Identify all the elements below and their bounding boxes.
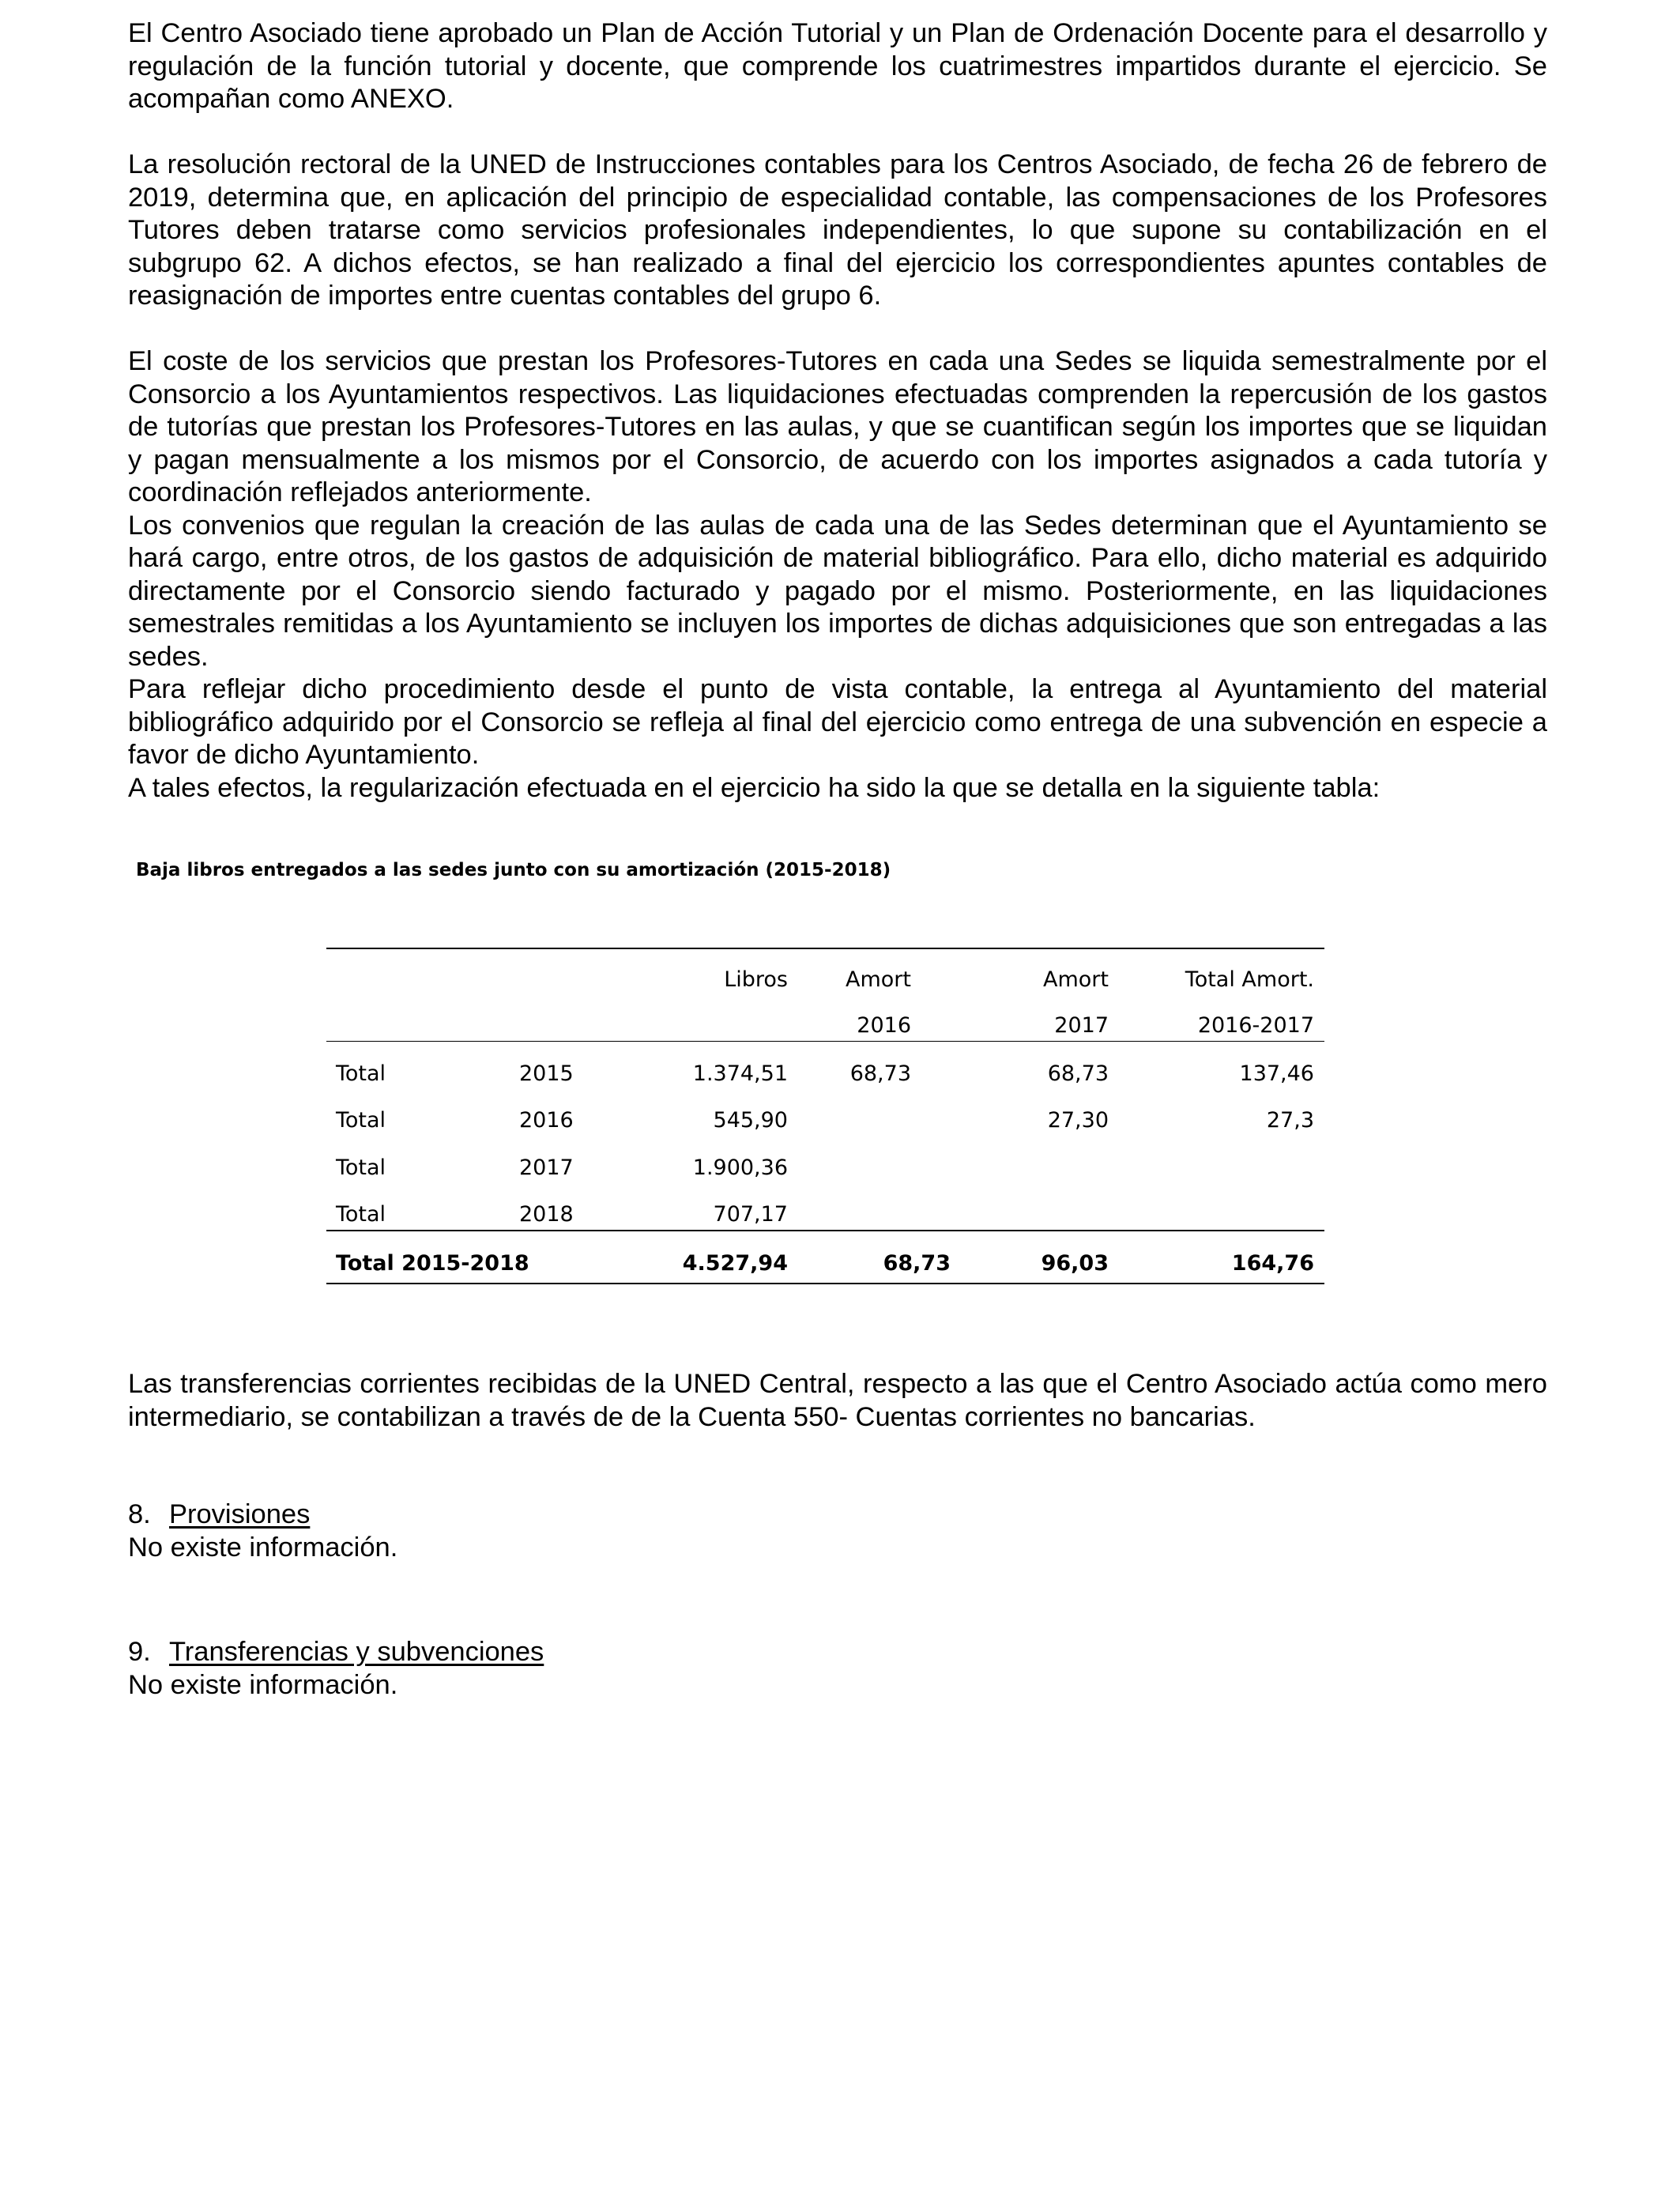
total-row-amort-2017: 96,03 bbox=[1041, 1251, 1109, 1276]
paragraph-resolucion-rectoral: La resolución rectoral de la UNED de Instrucciones contables para los Centros Asociado, de fecha 26 de febrero de 2019, determina que, en aplicación del principio de especialidad contable, las compensaciones de los Profesores Tutores deben tratarse como servicios profesionales independientes, lo que supone su contabilización en el subgrupo 62. A dichos efectos, se han realizado a final del ejercicio los correspondientes apuntes contables de reasignación de importes entre cuentas contables del grupo 6. bbox=[128, 149, 1547, 311]
row-label: Total bbox=[336, 1061, 386, 1086]
row-year: 2015 bbox=[519, 1061, 574, 1086]
row-total-amort: 27,3 bbox=[1266, 1108, 1314, 1133]
row-year: 2017 bbox=[519, 1155, 574, 1180]
section-number: 9. bbox=[128, 1637, 151, 1667]
total-row-libros: 4.527,94 bbox=[682, 1251, 788, 1276]
header-total-amort: Total Amort. bbox=[1185, 967, 1314, 992]
row-amort-2017: 68,73 bbox=[1047, 1061, 1109, 1086]
row-total-amort: 137,46 bbox=[1239, 1061, 1314, 1086]
paragraph-coste-servicios: El coste de los servicios que prestan los Profesores-Tutores en cada una Sedes se liquida semestralmente por el Consorcio a los Ayuntamientos respectivos. Las liquidaciones efectuadas comprenden la repercusión de los gastos de tutorías que prestan los Profesores-Tutores en las aulas, y que se cuantifican según los importes que se liquidan y pagan mensualmente a los mismos por el Consorcio, de acuerdo con los importes asignados a cada tutoría y coordinación reflejados anteriormente. bbox=[128, 346, 1547, 507]
row-libros: 707,17 bbox=[713, 1202, 788, 1227]
header-total-amort-range: 2016-2017 bbox=[1197, 1013, 1314, 1038]
transfer-paragraph-block bbox=[128, 1368, 1547, 1434]
header-amort-2016: Amort bbox=[846, 967, 911, 992]
header-amort-2017: Amort bbox=[1043, 967, 1109, 992]
section-title: Transferencias y subvenciones bbox=[169, 1637, 544, 1667]
row-libros: 1.374,51 bbox=[692, 1061, 788, 1086]
row-libros: 545,90 bbox=[713, 1108, 788, 1133]
table-caption: Baja libros entregados a las sedes junto con su amortización (2015-2018) bbox=[136, 860, 891, 880]
header-libros: Libros bbox=[724, 967, 788, 992]
row-label: Total bbox=[336, 1202, 386, 1227]
table-total-rule bbox=[326, 1230, 1324, 1231]
header-amort-2017-year: 2017 bbox=[1054, 1013, 1109, 1038]
section-text-transferencias: No existe información. bbox=[128, 1670, 398, 1700]
row-label: Total bbox=[336, 1108, 386, 1133]
section-title: Provisiones bbox=[169, 1499, 311, 1529]
total-row-total-amort: 164,76 bbox=[1231, 1251, 1314, 1276]
row-year: 2018 bbox=[519, 1202, 574, 1227]
section-heading-transferencias bbox=[128, 1636, 544, 1669]
document-body bbox=[128, 17, 1547, 805]
section-number: 8. bbox=[128, 1499, 151, 1529]
header-amort-2016-year: 2016 bbox=[857, 1013, 911, 1038]
section-text-provisiones: No existe información. bbox=[128, 1532, 398, 1563]
row-label: Total bbox=[336, 1155, 386, 1180]
row-amort-2016: 68,73 bbox=[849, 1061, 911, 1086]
paragraph-plan-accion-tutorial: El Centro Asociado tiene aprobado un Plan de Acción Tutorial y un Plan de Ordenación Docente para el desarrollo y regulación de la función tutorial y docente, que comprende los cuatrimestres impartidos durante el ejercicio. Se acompañan como ANEXO. bbox=[128, 18, 1547, 114]
row-amort-2017: 27,30 bbox=[1047, 1108, 1109, 1133]
row-year: 2016 bbox=[519, 1108, 574, 1133]
table-header-rule bbox=[326, 1041, 1324, 1042]
paragraph-regularizacion: A tales efectos, la regularización efectuada en el ejercicio ha sido la que se detalla en la siguiente tabla: bbox=[128, 772, 1381, 803]
table-bottom-rule bbox=[326, 1283, 1324, 1284]
paragraph-transferencias-corrientes: Las transferencias corrientes recibidas de la UNED Central, respecto a las que el Centro Asociado actúa como mero intermediario, se contabilizan a través de de la Cuenta 550- Cuentas corrientes no bancarias. bbox=[128, 1369, 1547, 1432]
table-top-rule bbox=[326, 948, 1324, 949]
paragraph-convenios: Los convenios que regulan la creación de las aulas de cada una de las Sedes determinan que el Ayuntamiento se hará cargo, entre otros, de los gastos de adquisición de material bibliográfico. Para ello, dicho material es adquirido directamente por el Consorcio siendo facturado y pagado por el mismo. Posteriormente, en las liquidaciones semestrales remitidas a los Ayuntamiento se incluyen los importes de dichas adquisiciones que son entregadas a las sedes. bbox=[128, 510, 1547, 672]
total-row-amort-2016: 68,73 bbox=[883, 1251, 951, 1276]
paragraph-procedimiento-contable: Para reflejar dicho procedimiento desde el punto de vista contable, la entrega al Ayuntamiento del material bibliográfico adquirido por el Consorcio se refleja al final del ejercicio como entrega de una subvención en especie a favor de dicho Ayuntamiento. bbox=[128, 674, 1547, 770]
row-libros: 1.900,36 bbox=[692, 1155, 788, 1180]
section-heading-provisiones bbox=[128, 1498, 310, 1532]
total-row-label: Total 2015-2018 bbox=[336, 1251, 529, 1276]
